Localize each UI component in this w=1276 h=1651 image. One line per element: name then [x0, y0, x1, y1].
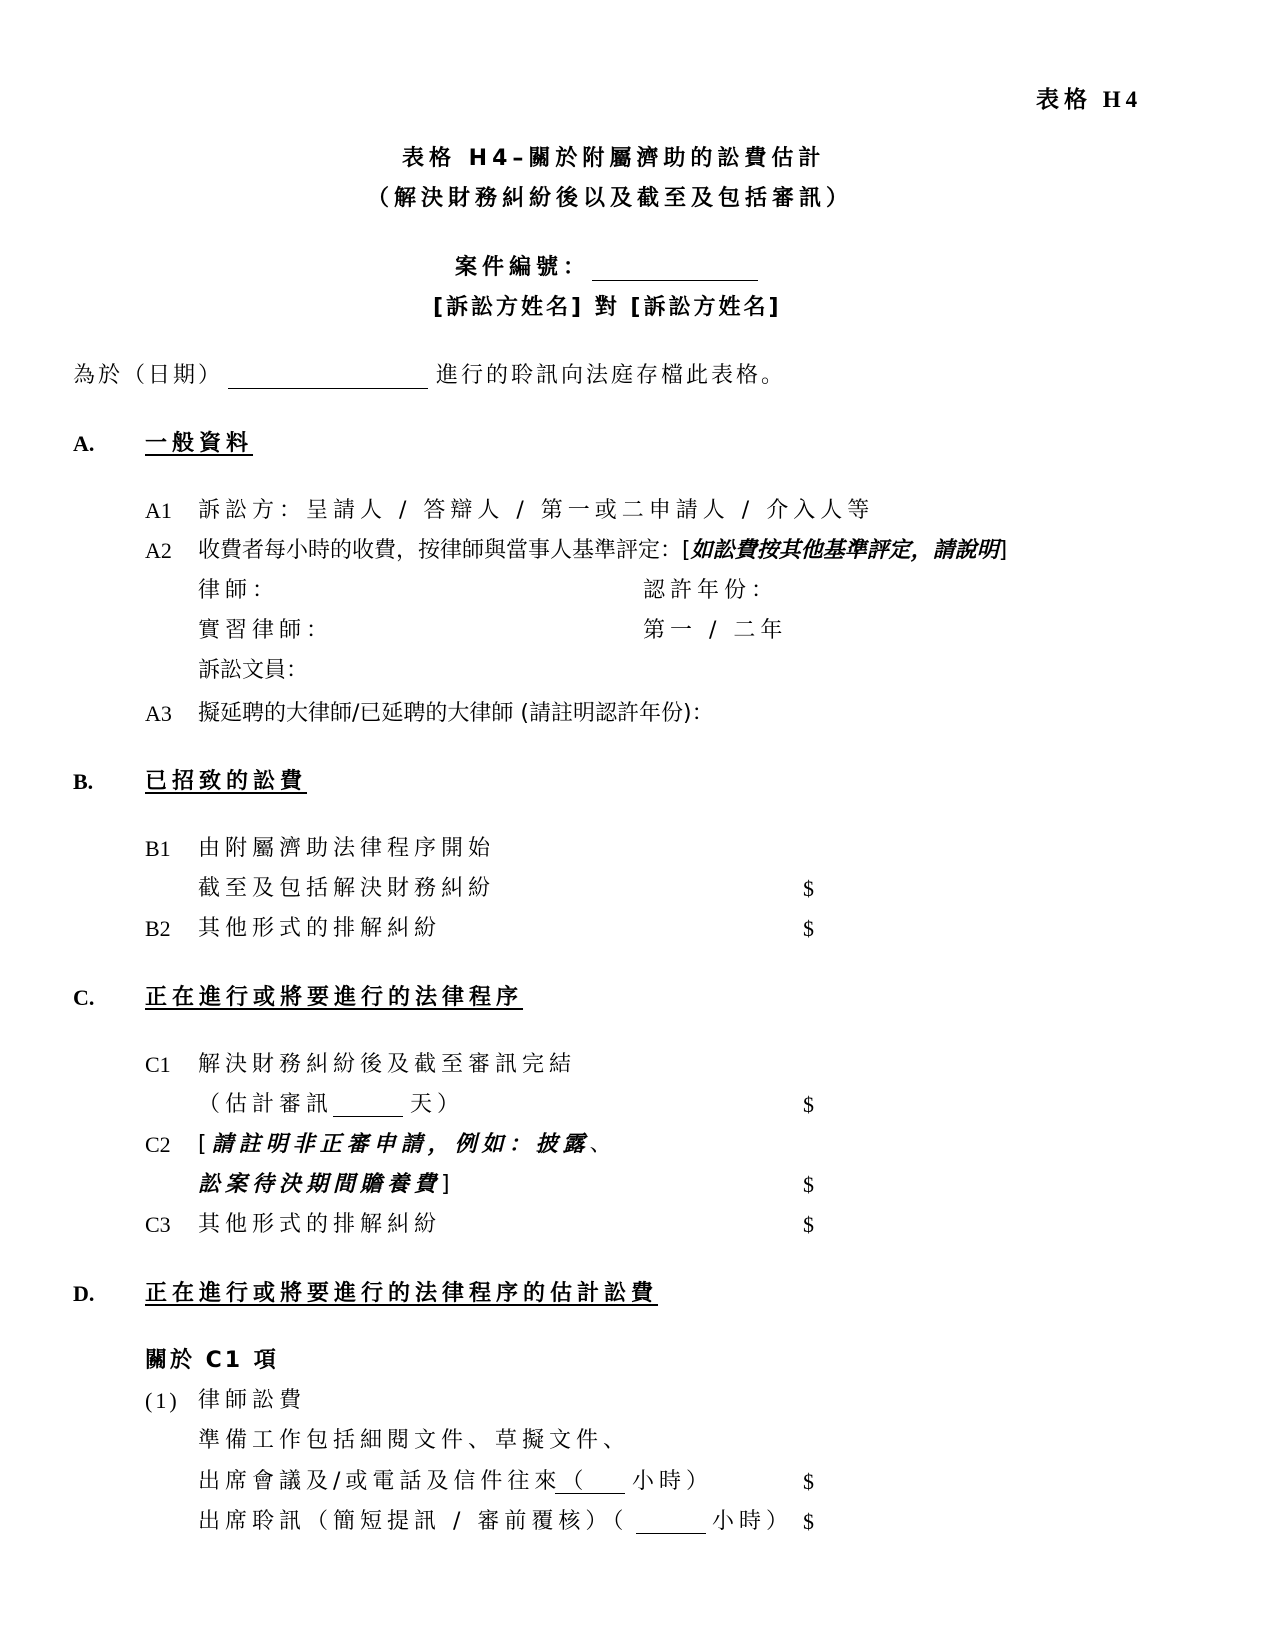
item-b2-amount: $	[803, 916, 814, 941]
parties-line: [訴訟方姓名] 對 [訴訟方姓名]	[433, 295, 782, 320]
item-c3-text: 其他形式的排解糾紛	[198, 1212, 442, 1237]
section-b-heading: 已招致的訟費	[145, 769, 308, 794]
item-c3-number: C3	[145, 1212, 171, 1237]
section-d-letter: D.	[73, 1281, 95, 1306]
filing-date-blank	[228, 388, 428, 389]
section-a-heading: 一般資料	[145, 431, 254, 456]
filing-date-prefix: 為於（日期）	[73, 363, 224, 388]
preparation-line1: 準備工作包括細閱文件、草擬文件、	[198, 1428, 631, 1453]
case-number-blank	[592, 280, 758, 281]
form-subtitle: （解決財務糾紛後以及截至及包括審訊）	[367, 186, 854, 211]
hearing-line-prefix: 出席聆訊（簡短提訊 / 審前覆核）（	[198, 1509, 629, 1534]
section-b-letter: B.	[73, 769, 94, 794]
hearing-hours-blank	[636, 1533, 706, 1534]
item-1-title: 律師訟費	[198, 1388, 307, 1413]
preparation-hours-blank	[555, 1493, 625, 1494]
item-b1-amount: $	[803, 876, 814, 901]
item-c1-line2-prefix: （估計審訊	[198, 1092, 334, 1117]
form-title: 表格 H4–關於附屬濟助的訟費估計	[402, 146, 826, 171]
section-d-heading: 正在進行或將要進行的法律程序的估計訟費	[145, 1281, 659, 1306]
section-c-letter: C.	[73, 985, 95, 1010]
item-a1-number: A1	[145, 498, 172, 523]
litigation-clerk-label: 訴訟文員：	[198, 658, 309, 683]
hearing-line-suffix: 小時）	[712, 1509, 794, 1534]
filing-date-suffix: 進行的聆訊向法庭存檔此表格。	[436, 363, 787, 388]
admission-year-label: 認許年份：	[643, 578, 779, 603]
item-c1-line1: 解決財務糾紛後及截至審訊完結	[198, 1052, 577, 1077]
item-c3-amount: $	[803, 1212, 814, 1237]
item-a2-number: A2	[145, 538, 172, 563]
re-item-c1: 關於 C1 項	[145, 1348, 279, 1373]
hearing-amount: $	[803, 1509, 814, 1534]
item-b1-number: B1	[145, 836, 171, 861]
item-b1-line2: 截至及包括解決財務糾紛	[198, 876, 496, 901]
case-number-label: 案件編號：	[455, 255, 591, 280]
preparation-amount: $	[803, 1469, 814, 1494]
section-a-letter: A.	[73, 431, 95, 456]
preparation-line2-prefix: 出席會議及/或電話及信件往來（	[198, 1469, 589, 1494]
trial-days-blank	[333, 1116, 403, 1117]
item-1-number: (1)	[145, 1388, 180, 1413]
solicitor-label: 律師：	[198, 578, 280, 603]
item-c2-amount: $	[803, 1172, 814, 1197]
item-a2-text: 收費者每小時的收費，按律師與當事人基準評定：[如訟費按其他基準評定，請說明]	[198, 538, 1008, 563]
item-c1-amount: $	[803, 1092, 814, 1117]
item-c2-line1: [請註明非正審申請，例如：披露、	[198, 1132, 617, 1157]
item-c2-line2: 訟案待決期間贍養費]	[198, 1172, 455, 1197]
section-c-heading: 正在進行或將要進行的法律程序	[145, 985, 524, 1010]
item-c2-number: C2	[145, 1132, 171, 1157]
item-b2-number: B2	[145, 916, 171, 941]
item-a3-number: A3	[145, 701, 172, 726]
item-a1-text: 訴訟方：呈請人 / 答辯人 / 第一或二申請人 / 介入人等	[198, 498, 875, 523]
item-c1-line2-suffix: 天）	[410, 1092, 465, 1117]
trainee-year-label: 第一 / 二年	[643, 618, 788, 643]
trainee-solicitor-label: 實習律師：	[198, 618, 334, 643]
preparation-line2-suffix: 小時）	[632, 1469, 714, 1494]
item-a3-text: 擬延聘的大律師/已延聘的大律師 (請註明認許年份)：	[198, 701, 714, 726]
item-b1-line1: 由附屬濟助法律程序開始	[198, 836, 496, 861]
item-b2-text: 其他形式的排解糾紛	[198, 916, 442, 941]
form-code: 表格 H4	[1036, 87, 1143, 112]
item-c1-number: C1	[145, 1052, 171, 1077]
